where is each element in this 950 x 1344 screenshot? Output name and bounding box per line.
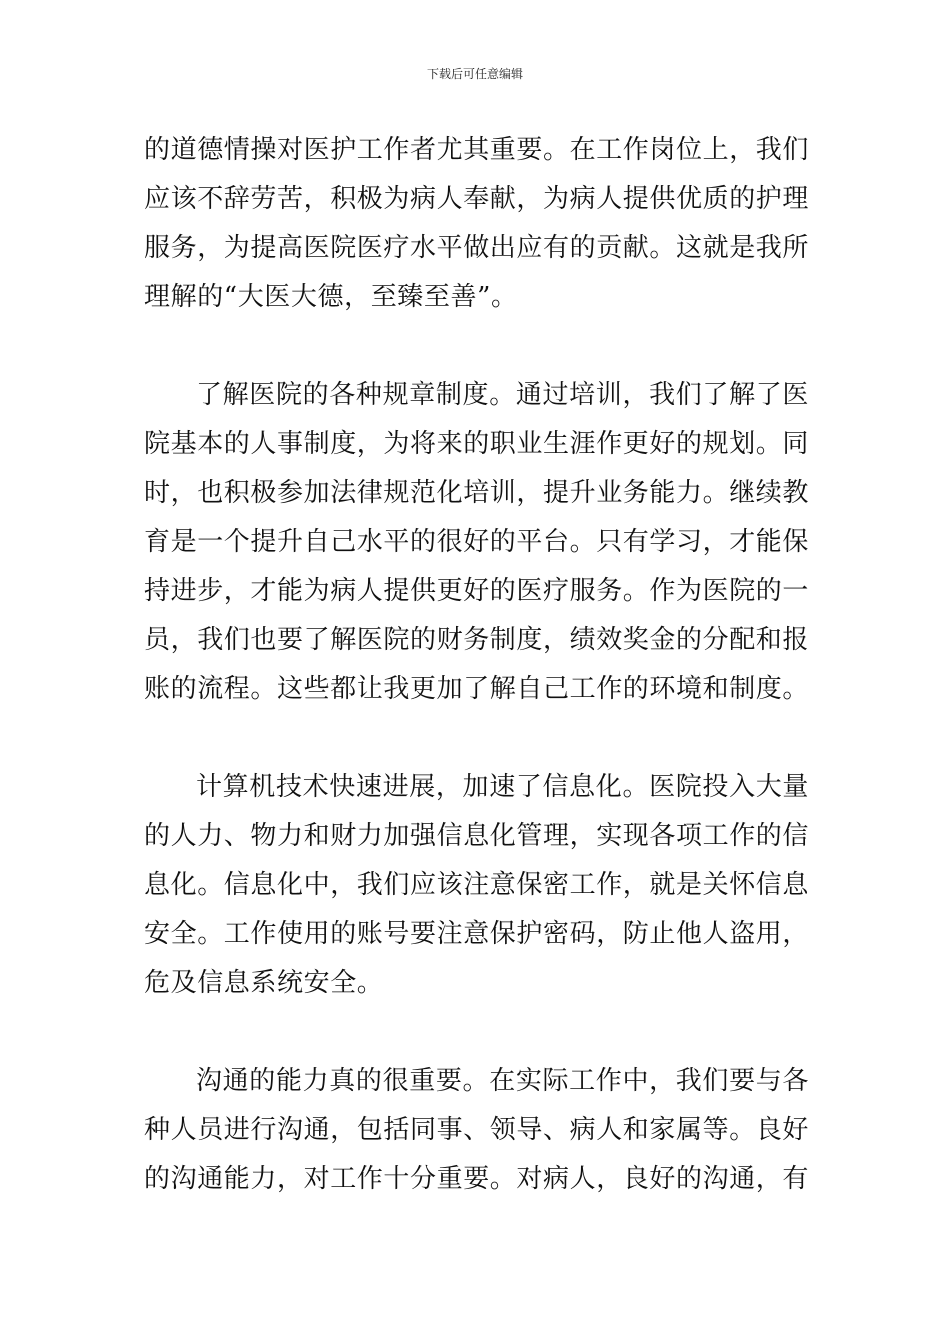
paragraph-2: 了解医院的各种规章制度。通过培训，我们了解了医院基本的人事制度，为将来的职业生涯作更好的规划。同时，也积极参加法律规范化培训，提升业务能力。继续教育是一个提升自己水平的很好的平台。只有学习，才能保持进步，才能为病人提供更好的医疗服务。作为医院的一员，我们也要了解医院的财务制度，绩效奖金的分配和报账的流程。这些都让我更加了解自己工作的环境和制度。: [144, 380, 810, 704]
paragraph-gap: [144, 714, 809, 763]
page-header-note: 下载后可任意编辑: [426, 67, 523, 81]
paragraph-3: 计算机技术快速进展，加速了信息化。医院投入大量的人力、物力和财力加强信息化管理，实现各项工作的信息化。信息化中，我们应该注意保密工作，就是关怀信息安全。工作使用的账号要注意保护密码，防止他人盗用，危及信息系统安全。: [144, 772, 810, 998]
paragraph-gap: [144, 322, 809, 371]
paragraph-1: 的道德情操对医护工作者尤其重要。在工作岗位上，我们应该不辞劳苦，积极为病人奉献，为病人提供优质的护理服务，为提高医院医疗水平做出应有的贡献。这就是我所理解的“大医大德，至臻至善”。: [144, 135, 810, 312]
document-body: [144, 126, 809, 1204]
paragraph-gap: [144, 1008, 809, 1057]
paragraph-4: 沟通的能力真的很重要。在实际工作中，我们要与各种人员进行沟通，包括同事、领导、病人和家属等。良好的沟通能力，对工作十分重要。对病人，良好的沟通，有: [144, 1066, 810, 1194]
